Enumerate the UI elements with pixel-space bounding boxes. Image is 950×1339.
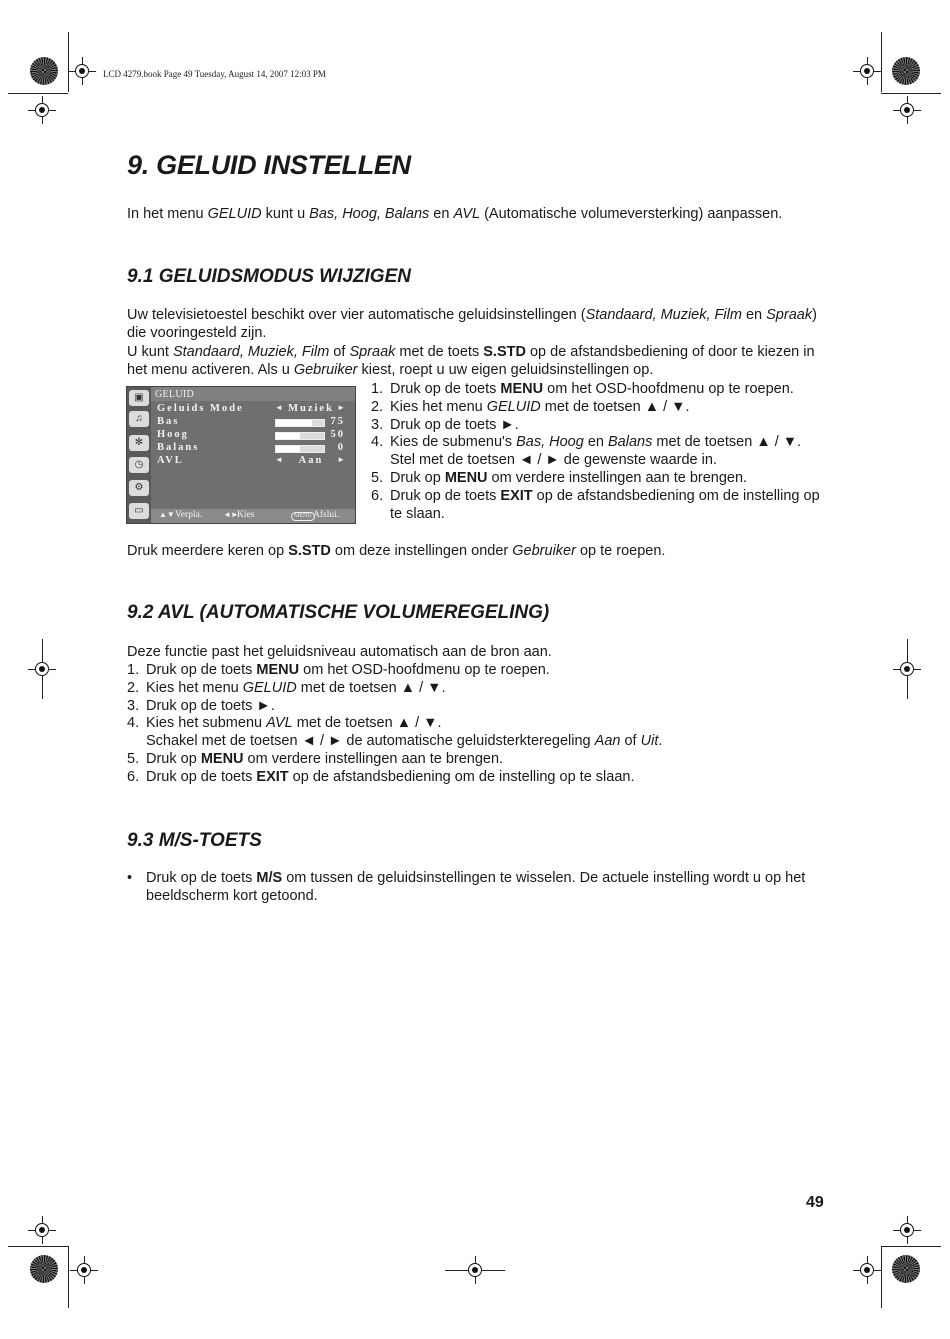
registration-star-top-left [30,57,58,85]
list-item: 1. Druk op de toets MENU om het OSD-hoofdmenu op te roepen. [371,381,794,397]
intro-paragraph: In het menu GELUID kunt u Bas, Hoog, Balans en AVL (Automatische volumeversterking) aanpassen. [127,206,783,222]
picture-icon: ▣ [129,390,149,406]
section-heading-9-3: 9.3 M/S-TOETS [127,830,262,851]
list-item: 4. Kies de submenu's Bas, Hoog en Balans met de toetsen ▲ / ▼. Stel met de toetsen ◄ / ► de gewenste waarde in. [371,434,802,469]
up-down-icon: ▲▼ [159,510,175,519]
osd-icon-column [127,387,151,523]
registration-star-bottom-right [892,1255,920,1283]
list-item: 6. Druk op de toets EXIT op de afstandsbediening om de instelling op te slaan. [127,768,635,785]
footer-move-label: Verpla. [175,510,203,520]
osd-footer [151,509,355,523]
osd-row-value: 75 [330,416,345,427]
osd-row-value: Muziek [288,403,334,414]
arrow-right-icon: ► [337,455,347,464]
osd-row-bass [157,416,349,429]
clock-icon: ◷ [129,457,149,473]
osd-row-label: Balans [157,442,200,453]
section2-steps [127,662,827,787]
list-item: 5. Druk op MENU om verdere instellingen aan te brengen. [127,750,504,767]
trim-line [881,93,941,94]
list-item: 2. Kies het menu GELUID met de toetsen ▲ / ▼. [127,679,446,696]
pc-icon: ▭ [129,503,149,519]
menu-button-icon: MENU [291,512,315,521]
trim-line [881,1246,941,1247]
list-item: 5. Druk op MENU om verdere instellingen aan te brengen. [371,469,748,486]
list-item: 1. Druk op de toets MENU om het OSD-hoofdmenu op te roepen. [127,662,550,678]
trim-line [8,1246,68,1247]
section2-intro: Deze functie past het geluidsniveau automatisch aan de bron aan. [127,644,552,660]
osd-row-value: Aan [298,455,324,466]
print-header: LCD 4279.book Page 49 Tuesday, August 14, 2007 12:03 PM [103,69,326,79]
osd-row-balance [157,442,349,455]
osd-row-treble [157,429,349,442]
settings-icon: ✻ [129,435,149,451]
level-bar [275,432,325,440]
trim-line [68,32,69,92]
arrow-left-icon: ◄ [275,455,285,464]
level-bar-fill [276,420,312,426]
section-heading-9-2: 9.2 AVL (AUTOMATISCHE VOLUMEREGELING) [127,602,550,623]
list-item: 6. Druk op de toets EXIT op de afstandsbediening om de instelling op te slaan. [371,487,820,522]
page-number: 49 [806,1194,824,1211]
osd-menu-image [126,386,356,524]
osd-row-sound-mode [157,403,349,416]
section3-bullet-list [127,870,827,906]
registration-star-bottom-left [30,1255,58,1283]
footer-select-label: Kies [237,510,255,520]
osd-row-label: Geluids Mode [157,403,244,414]
level-bar-fill [276,446,300,452]
osd-row-value: 0 [337,442,345,453]
section1-paragraph-2: U kunt Standaard, Muziek, Film of Spraak met de toets S.STD op de afstandsbediening of door te kiezen in het menu activeren. Als u Gebruiker kiest, roept u uw eigen geluidsinstellingen op. [127,344,815,378]
list-item: 4. Kies het submenu AVL met de toetsen ▲ / ▼. Schakel met de toetsen ◄ / ► de automatische geluidsterkteregeling Aan of Uit. [127,715,663,750]
trim-line [68,1246,69,1308]
registration-star-top-right [892,57,920,85]
osd-row-label: Hoog [157,429,189,440]
arrow-right-icon: ► [337,403,347,412]
level-bar-fill [276,433,300,439]
section-heading-9-1: 9.1 GELUIDSMODUS WIJZIGEN [127,266,411,287]
trim-line [881,32,882,92]
section1-paragraph-1: Uw televisietoestel beschikt over vier automatische geluidsinstellingen (Standaard, Muziek, Film en Spraak) die vooringesteld zijn. [127,307,817,341]
trim-line [8,93,68,94]
headphones-icon: ♫ [129,411,149,427]
section1-steps [371,381,826,523]
left-right-icon: ◄► [223,510,239,519]
osd-row-avl [157,455,349,468]
level-bar [275,419,325,427]
osd-row-label: AVL [157,455,184,466]
osd-row-value: 50 [330,429,345,440]
list-item: 3. Druk op de toets ►. [127,697,275,714]
level-bar [275,445,325,453]
osd-row-label: Bas [157,416,180,427]
footer-exit-label: Afslui. [313,510,340,520]
gear-icon: ⚙ [129,480,149,496]
arrow-left-icon: ◄ [275,403,285,412]
page-title: 9. GELUID INSTELLEN [127,150,411,180]
osd-menu-title: GELUID [155,389,195,400]
list-item: 3. Druk op de toets ►. [371,416,519,433]
list-item: • Druk op de toets M/S om tussen de geluidsinstellingen te wisselen. De actuele instelling wordt u op het beeldscherm kort getoond. [127,870,806,904]
trim-line [881,1246,882,1308]
list-item: 2. Kies het menu GELUID met de toetsen ▲ / ▼. [371,398,690,415]
section1-closing-paragraph: Druk meerdere keren op S.STD om deze instellingen onder Gebruiker op te roepen. [127,543,666,559]
